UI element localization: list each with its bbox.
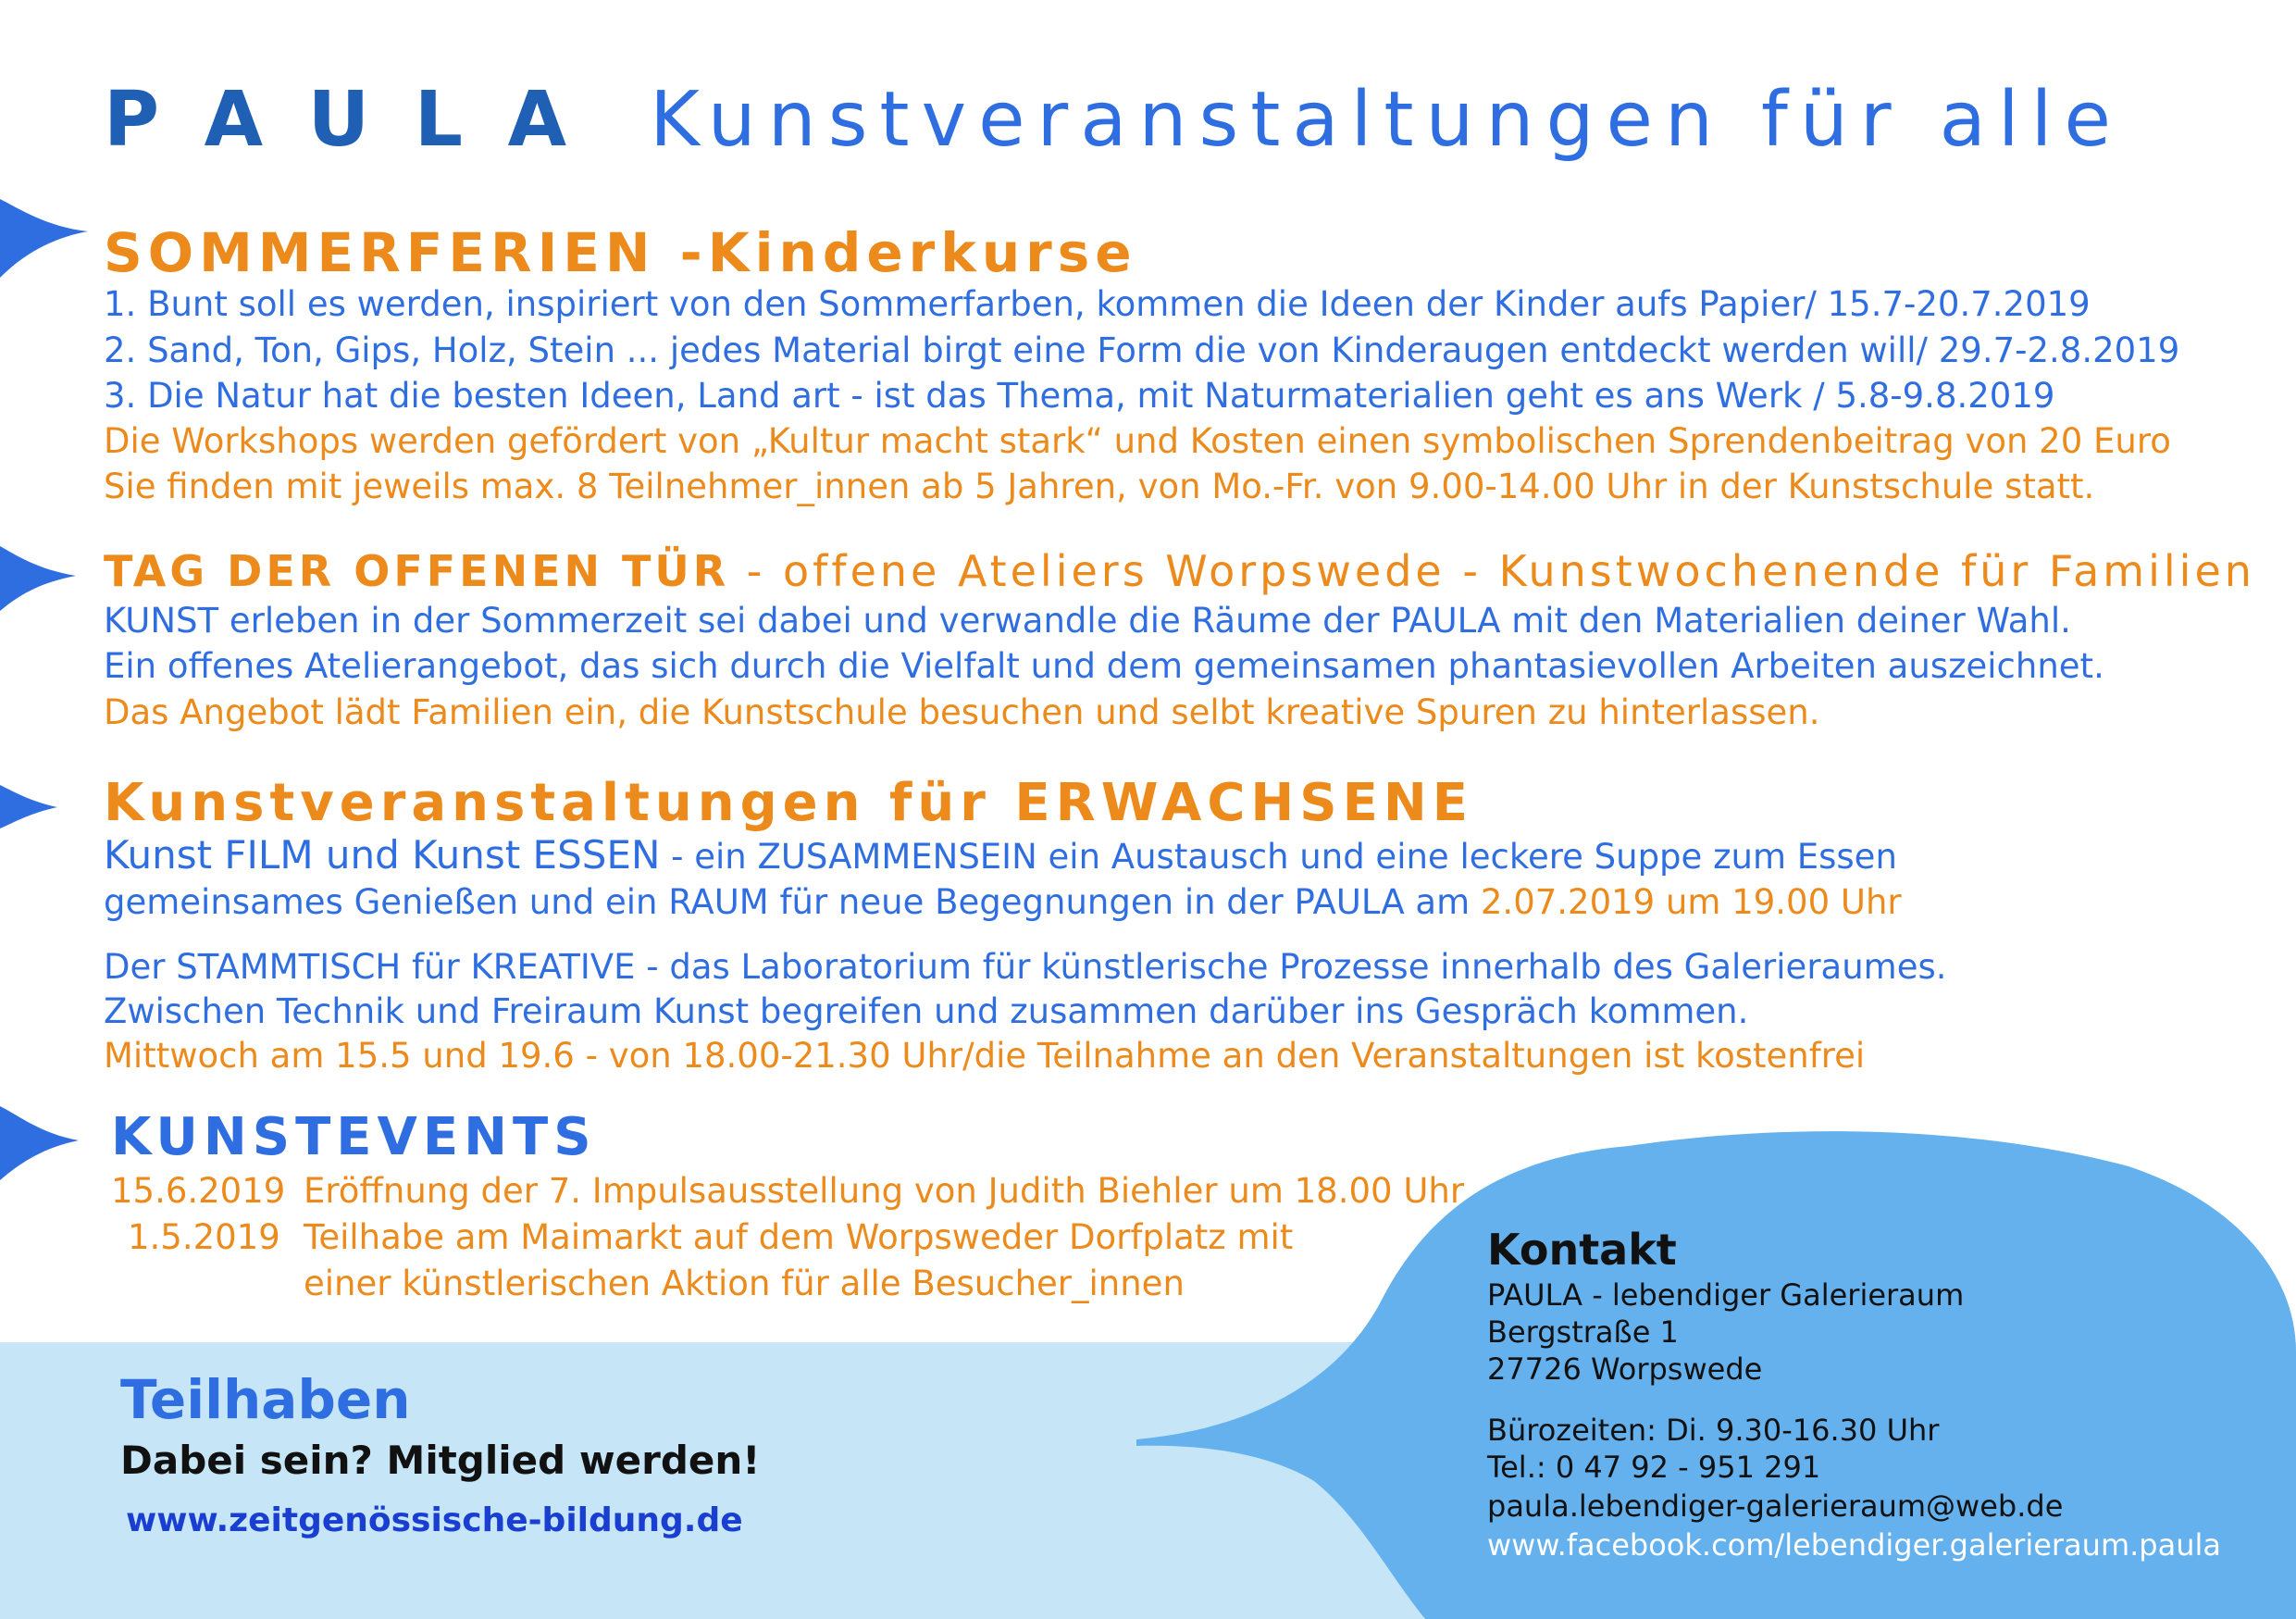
kontakt-email[interactable]: paula.lebendiger-galerieraum@web.de [1487,1488,2064,1524]
erwachsene-line-1-big: Kunst FILM und Kunst ESSEN [104,832,661,878]
offen-line-1: KUNST erleben in der Sommerzeit sei dabei und verwandle die Räume der PAULA mit den Materialien deiner Wahl. [104,601,2071,641]
bullet-arrow-erwachsene [0,785,57,828]
sommer-note-1: Die Workshops werden gefördert von „Kultur macht stark“ und Kosten einen symbolischen Sprendenbeitrag von 20 Euro [104,421,2171,461]
erwachsene-line-5: Mittwoch am 15.5 und 19.6 - von 18.00-21.30 Uhr/die Teilnahme an den Veranstaltungen ist kostenfrei [104,1036,1866,1076]
erwachsene-line-3: Der STAMMTISCH für KREATIVE - das Laboratorium für künstlerische Prozesse innerhalb des Galerieraumes. [104,947,1947,987]
bullet-arrow-events [0,1106,79,1180]
event-date-1: 15.6.2019 [111,1171,286,1211]
event-text-3: einer künstlerischen Aktion für alle Besucher_innen [304,1264,1185,1303]
sommer-line-3: 3. Die Natur hat die besten Ideen, Land art - ist das Thema, mit Naturmaterialien geht es ans Werk / 5.8-9.8.2019 [104,376,2055,416]
event-text-2: Teilhabe am Maimarkt auf dem Worpsweder Dorfplatz mit [304,1217,1294,1257]
kontakt-name: PAULA - lebendiger Galerieraum [1487,1277,1965,1313]
bullet-arrow-sommer [0,199,88,278]
offen-heading [104,546,2255,596]
erwachsene-date: 2.07.2019 um 19.00 Uhr [1480,882,1902,922]
bullet-arrow-offen [0,546,76,611]
kontakt-facebook[interactable]: www.facebook.com/lebendiger.galerieraum.paula [1487,1527,2221,1563]
sommer-line-2: 2. Sand, Ton, Gips, Holz, Stein ... jedes Material birgt eine Form die von Kinderaugen entdeckt werden will/ 29.7-2.8.2019 [104,330,2180,370]
erwachsene-line-1 [104,831,1897,881]
erwachsene-line-4: Zwischen Technik und Freiraum Kunst begreifen und zusammen darüber ins Gespräch kommen. [104,991,1749,1031]
erwachsene-line-2-text: gemeinsames Genießen und ein RAUM für neue Begegnungen in der PAULA am [104,882,1481,922]
erwachsene-line-2 [104,879,1902,926]
events-heading: KUNSTEVENTS [111,1107,597,1167]
kontakt-street: Bergstraße 1 [1487,1314,1679,1350]
kontakt-heading: Kontakt [1487,1225,1677,1275]
offen-note: Das Angebot lädt Familien ein, die Kunstschule besuchen und selbt kreative Spuren zu hinterlassen. [104,692,1820,732]
sommer-note-2: Sie finden mit jeweils max. 8 Teilnehmer_innen ab 5 Jahren, von Mo.-Fr. von 9.00-14.00 Uhr in der Kunstschule statt. [104,467,2095,506]
website-link[interactable]: www.zeitgenössische-bildung.de [126,1501,743,1539]
kontakt-city: 27726 Worpswede [1487,1351,1763,1387]
offen-heading-main: TAG DER OFFENEN TÜR [104,546,730,596]
event-date-2: 1.5.2019 [128,1217,280,1257]
teilhaben-heading: Teilhaben [120,1368,411,1431]
offen-heading-rest: - offene Ateliers Worpswede - Kunstwochenende für Familien [729,546,2255,596]
kontakt-hours: Bürozeiten: Di. 9.30-16.30 Uhr [1487,1413,1940,1448]
brand-name: P A U L A [104,76,577,164]
kontakt-phone: Tel.: 0 47 92 - 951 291 [1487,1450,1821,1485]
erwachsene-heading: Kunstveranstaltungen für ERWACHSENE [104,773,1474,833]
erwachsene-line-1-rest: - ein ZUSAMMENSEIN ein Austausch und eine leckere Suppe zum Essen [660,837,1897,877]
offen-line-2: Ein offenes Atelierangebot, das sich durch die Vielfalt und dem gemeinsamen phantasievollen Arbeiten auszeichnet. [104,646,2104,686]
event-text-1: Eröffnung der 7. Impulsausstellung von Judith Biehler um 18.00 Uhr [304,1171,1465,1211]
sommer-line-1: 1. Bunt soll es werden, inspiriert von den Sommerfarben, kommen die Ideen der Kinder aufs Papier/ 15.7-20.7.2019 [104,284,2091,324]
sommer-heading: SOMMERFERIEN -Kinderkurse [104,221,1137,284]
page-title [104,74,2123,167]
mitglied-text: Dabei sein? Mitglied werden! [120,1438,761,1483]
title-subtitle: Kunstveranstaltungen für alle [650,76,2123,164]
